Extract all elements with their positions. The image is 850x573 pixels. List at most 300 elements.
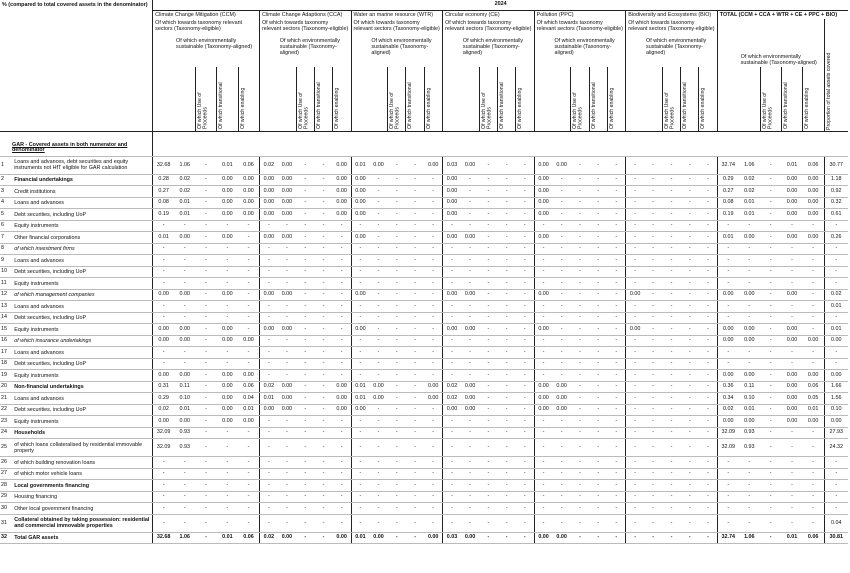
table-cell: 0.00 [278, 404, 296, 416]
table-cell: 1.66 [824, 381, 848, 393]
table-cell: 0.00 [217, 335, 238, 347]
table-cell: - [195, 255, 216, 267]
table-cell: - [351, 278, 369, 290]
table-cell: 0.00 [781, 335, 802, 347]
table-cell: - [369, 457, 387, 469]
table-cell: - [662, 209, 680, 221]
table-cell: - [278, 480, 296, 492]
table-cell: 0.00 [717, 324, 738, 336]
table-cell: 0.00 [217, 370, 238, 382]
table-cell: - [498, 209, 516, 221]
table-cell: - [238, 358, 259, 370]
table-cell: - [626, 312, 644, 324]
table-cell: - [662, 514, 680, 532]
sub-header-spacer [717, 67, 738, 131]
table-cell: - [516, 370, 534, 382]
table-cell: - [516, 156, 534, 174]
table-cell: - [498, 370, 516, 382]
table-cell: - [781, 468, 802, 480]
table-cell: - [461, 186, 479, 198]
table-cell: - [388, 312, 406, 324]
table-cell: 1.56 [824, 393, 848, 405]
table-cell: 0.01 [174, 197, 195, 209]
table-cell: 0.00 [803, 197, 824, 209]
table-cell: 0.00 [461, 232, 479, 244]
table-cell: - [552, 457, 570, 469]
table-cell: - [238, 457, 259, 469]
table-cell: - [571, 266, 589, 278]
table-cell: - [699, 416, 717, 428]
table-cell: - [388, 404, 406, 416]
table-cell: - [781, 278, 802, 290]
table-cell: - [388, 278, 406, 290]
table-cell: - [314, 278, 332, 290]
table-cell: - [333, 370, 351, 382]
table-cell: 0.00 [217, 393, 238, 405]
table-cell: - [217, 347, 238, 359]
table-cell: - [571, 347, 589, 359]
table-cell: - [259, 347, 277, 359]
table-cell: - [406, 324, 424, 336]
table-cell: - [534, 255, 552, 267]
table-cell: - [681, 156, 699, 174]
table-cell: - [195, 439, 216, 457]
table-cell: - [369, 468, 387, 480]
row-number: 30 [0, 503, 13, 515]
table-cell: - [314, 514, 332, 532]
table-cell: 0.01 [259, 393, 277, 405]
table-cell: 0.01 [174, 404, 195, 416]
table-cell: 0.00 [443, 232, 461, 244]
table-cell: - [259, 468, 277, 480]
table-cell: - [571, 439, 589, 457]
table-cell: - [259, 480, 277, 492]
table-cell: - [195, 209, 216, 221]
table-cell: - [552, 312, 570, 324]
table-cell: - [760, 312, 781, 324]
table-cell: - [681, 220, 699, 232]
table-cell: - [351, 427, 369, 439]
table-cell: - [314, 301, 332, 313]
sub-header-spacer [278, 67, 296, 131]
table-cell: 0.29 [153, 393, 174, 405]
table-row [0, 289, 848, 301]
table-cell: - [681, 491, 699, 503]
table-cell: - [296, 301, 314, 313]
table-cell: - [369, 358, 387, 370]
table-cell: - [552, 439, 570, 457]
table-cell: - [644, 301, 662, 313]
eligible-label-cca: Of which towards taxonomy relevant sectors (Taxonomy-eligible) [259, 19, 351, 37]
table-cell: 0.00 [351, 324, 369, 336]
table-cell: - [296, 243, 314, 255]
table-cell: 0.00 [217, 186, 238, 198]
table-cell: - [195, 243, 216, 255]
table-cell: 0.03 [443, 156, 461, 174]
table-cell: - [607, 156, 625, 174]
table-cell: - [681, 324, 699, 336]
table-cell: - [824, 220, 848, 232]
table-cell: 0.00 [333, 174, 351, 186]
table-cell: - [278, 514, 296, 532]
table-cell: - [153, 503, 174, 515]
table-cell: 0.00 [174, 416, 195, 428]
table-cell: 0.00 [424, 381, 442, 393]
table-cell: - [498, 393, 516, 405]
table-cell: - [461, 197, 479, 209]
table-cell: 0.00 [552, 156, 570, 174]
table-cell: - [760, 404, 781, 416]
use-of-proceeds-label: Of which Use of Proceeds [761, 92, 773, 129]
table-cell: 0.00 [781, 289, 802, 301]
table-cell: 27.93 [824, 427, 848, 439]
table-cell: - [369, 503, 387, 515]
table-cell: 0.29 [717, 174, 738, 186]
table-cell: - [278, 278, 296, 290]
table-cell: - [195, 370, 216, 382]
row-label: Debt securities, including UoP [13, 404, 152, 416]
table-cell: - [314, 404, 332, 416]
table-cell: - [699, 468, 717, 480]
table-cell: - [607, 266, 625, 278]
table-cell: - [153, 278, 174, 290]
table-cell: - [534, 358, 552, 370]
table-cell: - [498, 514, 516, 532]
row-label: Debt securities, including UoP [13, 358, 152, 370]
table-cell: - [699, 427, 717, 439]
table-cell: - [589, 532, 607, 544]
table-cell: - [626, 393, 644, 405]
table-cell: - [388, 335, 406, 347]
table-cell: - [498, 312, 516, 324]
table-cell: - [259, 503, 277, 515]
table-row [0, 439, 848, 457]
table-cell: - [717, 220, 738, 232]
table-cell: - [626, 358, 644, 370]
table-cell: - [626, 335, 644, 347]
table-cell: - [238, 491, 259, 503]
table-cell: - [681, 532, 699, 544]
table-cell: - [296, 220, 314, 232]
table-row [0, 266, 848, 278]
table-cell: - [739, 255, 760, 267]
table-cell: - [443, 439, 461, 457]
table-cell: 0.01 [717, 232, 738, 244]
table-cell: - [296, 197, 314, 209]
table-cell: - [424, 174, 442, 186]
table-cell: - [174, 514, 195, 532]
table-cell: 0.06 [238, 381, 259, 393]
table-cell: - [296, 174, 314, 186]
table-cell: - [571, 381, 589, 393]
table-cell: - [516, 335, 534, 347]
table-cell: - [369, 197, 387, 209]
table-cell: - [760, 232, 781, 244]
table-cell: 0.00 [278, 381, 296, 393]
table-row [0, 404, 848, 416]
table-cell: - [589, 393, 607, 405]
table-cell: - [681, 289, 699, 301]
sub-header-spacer [443, 67, 461, 131]
table-cell: - [314, 335, 332, 347]
table-cell: - [644, 266, 662, 278]
table-cell: - [296, 312, 314, 324]
table-cell: 0.00 [174, 324, 195, 336]
table-cell: - [174, 491, 195, 503]
table-cell: - [589, 301, 607, 313]
table-cell: - [626, 197, 644, 209]
table-cell: - [681, 255, 699, 267]
table-cell: - [589, 289, 607, 301]
table-cell: - [662, 468, 680, 480]
table-row [0, 301, 848, 313]
table-cell: - [406, 186, 424, 198]
table-cell: - [607, 335, 625, 347]
table-cell: - [717, 255, 738, 267]
table-cell: 0.00 [238, 370, 259, 382]
table-cell: - [314, 480, 332, 492]
table-cell: - [443, 220, 461, 232]
row-label: of which building renovation loans [13, 457, 152, 469]
table-cell: 0.00 [351, 232, 369, 244]
table-cell: 0.04 [824, 514, 848, 532]
table-cell: 0.10 [739, 393, 760, 405]
table-cell: - [607, 186, 625, 198]
table-cell: - [479, 404, 497, 416]
table-cell: 0.00 [333, 209, 351, 221]
table-cell: - [369, 416, 387, 428]
table-cell: 0.00 [534, 209, 552, 221]
table-cell: - [296, 427, 314, 439]
table-cell: - [314, 503, 332, 515]
table-cell: - [498, 480, 516, 492]
table-cell: - [589, 243, 607, 255]
table-cell: - [296, 468, 314, 480]
table-row [0, 186, 848, 198]
table-row [0, 174, 848, 186]
table-cell: - [699, 404, 717, 416]
table-cell: - [534, 457, 552, 469]
table-cell: - [498, 197, 516, 209]
table-cell: - [217, 439, 238, 457]
table-cell: - [369, 480, 387, 492]
table-cell: - [406, 503, 424, 515]
table-cell: - [388, 186, 406, 198]
table-cell: - [760, 416, 781, 428]
row-number: 9 [0, 255, 13, 267]
table-cell: - [278, 370, 296, 382]
table-cell: - [153, 480, 174, 492]
table-cell: 0.00 [443, 197, 461, 209]
table-cell: 0.00 [278, 393, 296, 405]
table-cell: - [461, 312, 479, 324]
table-row [0, 232, 848, 244]
table-cell: 0.00 [534, 174, 552, 186]
table-cell: 0.01 [824, 324, 848, 336]
table-cell: - [803, 514, 824, 532]
transitional-label [498, 67, 516, 131]
table-cell: - [174, 347, 195, 359]
table-cell: - [699, 439, 717, 457]
enabling-label: Of which enabling [700, 87, 707, 129]
table-cell: - [406, 243, 424, 255]
table-cell: - [388, 220, 406, 232]
table-cell: - [314, 209, 332, 221]
table-cell: 32.68 [153, 156, 174, 174]
table-cell: - [626, 278, 644, 290]
table-cell: - [739, 503, 760, 515]
table-cell: - [607, 232, 625, 244]
table-cell: - [681, 347, 699, 359]
table-cell: - [406, 255, 424, 267]
table-cell: - [479, 186, 497, 198]
table-cell: - [662, 232, 680, 244]
table-cell: - [781, 358, 802, 370]
table-cell: - [589, 358, 607, 370]
table-cell: - [516, 532, 534, 544]
table-cell: - [803, 439, 824, 457]
table-cell: - [516, 312, 534, 324]
table-cell: 0.00 [217, 289, 238, 301]
table-cell: - [333, 312, 351, 324]
table-cell: 0.00 [534, 324, 552, 336]
table-cell: 0.00 [781, 186, 802, 198]
row-label: of which loans collateralised by residential immovable property [13, 439, 152, 457]
table-cell: - [534, 278, 552, 290]
table-cell: 0.00 [369, 532, 387, 544]
table-cell: - [443, 491, 461, 503]
table-cell: - [699, 393, 717, 405]
table-cell: 0.00 [424, 393, 442, 405]
table-cell: - [333, 232, 351, 244]
table-cell: - [406, 156, 424, 174]
use-of-proceeds-label: Of which Use of Proceeds [389, 92, 401, 129]
row-label: Equity instruments [13, 370, 152, 382]
table-cell: - [498, 255, 516, 267]
header-spacer [0, 37, 153, 67]
table-cell: - [760, 468, 781, 480]
table-cell: 0.28 [153, 174, 174, 186]
table-cell: - [195, 156, 216, 174]
table-cell: 0.00 [259, 197, 277, 209]
row-label: of which investment firms [13, 243, 152, 255]
table-cell: - [607, 370, 625, 382]
table-cell: - [498, 289, 516, 301]
eligible-label-ccm: Of which towards taxonomy relevant sectors (Taxonomy-eligible) [153, 19, 260, 37]
table-cell: - [424, 468, 442, 480]
table-cell: - [803, 220, 824, 232]
table-cell: 0.19 [717, 209, 738, 221]
table-cell: - [296, 514, 314, 532]
table-cell: - [781, 243, 802, 255]
table-cell: - [607, 393, 625, 405]
table-cell: - [351, 514, 369, 532]
table-cell: - [278, 427, 296, 439]
table-cell: - [333, 358, 351, 370]
row-number: 31 [0, 514, 13, 532]
table-cell: - [479, 197, 497, 209]
table-cell: - [278, 347, 296, 359]
table-cell: - [443, 312, 461, 324]
table-cell: - [781, 312, 802, 324]
table-cell: - [406, 514, 424, 532]
table-cell: 0.00 [174, 335, 195, 347]
table-cell: - [662, 404, 680, 416]
table-cell: - [681, 416, 699, 428]
table-cell: - [571, 289, 589, 301]
table-cell: - [699, 480, 717, 492]
table-cell: - [333, 301, 351, 313]
table-cell: - [314, 439, 332, 457]
table-cell: - [571, 514, 589, 532]
table-row [0, 278, 848, 290]
table-cell: 0.00 [424, 532, 442, 544]
row-number: 20 [0, 381, 13, 393]
table-cell: - [461, 370, 479, 382]
row-label: Debt securities, including UoP [13, 312, 152, 324]
use-of-proceeds-label [662, 67, 680, 131]
table-cell: - [479, 416, 497, 428]
table-cell: - [662, 289, 680, 301]
table-cell: - [388, 243, 406, 255]
table-cell: - [314, 416, 332, 428]
table-cell: - [644, 220, 662, 232]
table-cell: - [516, 439, 534, 457]
table-cell: - [699, 301, 717, 313]
table-cell: - [760, 156, 781, 174]
table-cell: - [217, 301, 238, 313]
table-cell: - [589, 232, 607, 244]
table-cell: - [498, 532, 516, 544]
table-cell: - [278, 468, 296, 480]
table-row [0, 457, 848, 469]
table-cell: - [626, 491, 644, 503]
table-cell: - [644, 491, 662, 503]
table-cell: - [681, 301, 699, 313]
table-cell: - [589, 209, 607, 221]
table-cell: 0.27 [153, 186, 174, 198]
table-cell: - [534, 468, 552, 480]
table-cell: 0.00 [803, 416, 824, 428]
table-cell: - [516, 416, 534, 428]
table-cell: - [461, 514, 479, 532]
table-cell: 0.01 [351, 156, 369, 174]
table-cell: - [333, 468, 351, 480]
table-cell: - [424, 186, 442, 198]
table-cell: - [739, 266, 760, 278]
table-cell: - [369, 209, 387, 221]
aligned-label-bio: Of which environmentally sustainable (Taxonomy-aligned) [644, 37, 717, 67]
row-label: Collateral obtained by taking possession: residential and commercial immovable properties [13, 514, 152, 532]
table-cell: - [644, 480, 662, 492]
table-cell: - [760, 532, 781, 544]
enabling-label: Of which enabling [425, 87, 432, 129]
row-label: Credit institutions [13, 186, 152, 198]
table-cell: - [238, 439, 259, 457]
table-cell: - [259, 457, 277, 469]
table-cell: - [626, 156, 644, 174]
table-cell: 0.11 [739, 381, 760, 393]
table-cell: - [498, 358, 516, 370]
table-cell: 0.00 [534, 381, 552, 393]
table-cell: - [406, 532, 424, 544]
table-cell: - [699, 335, 717, 347]
table-cell: - [662, 243, 680, 255]
table-cell: - [607, 243, 625, 255]
table-cell: - [589, 439, 607, 457]
table-cell: 0.32 [824, 197, 848, 209]
table-cell: - [238, 243, 259, 255]
